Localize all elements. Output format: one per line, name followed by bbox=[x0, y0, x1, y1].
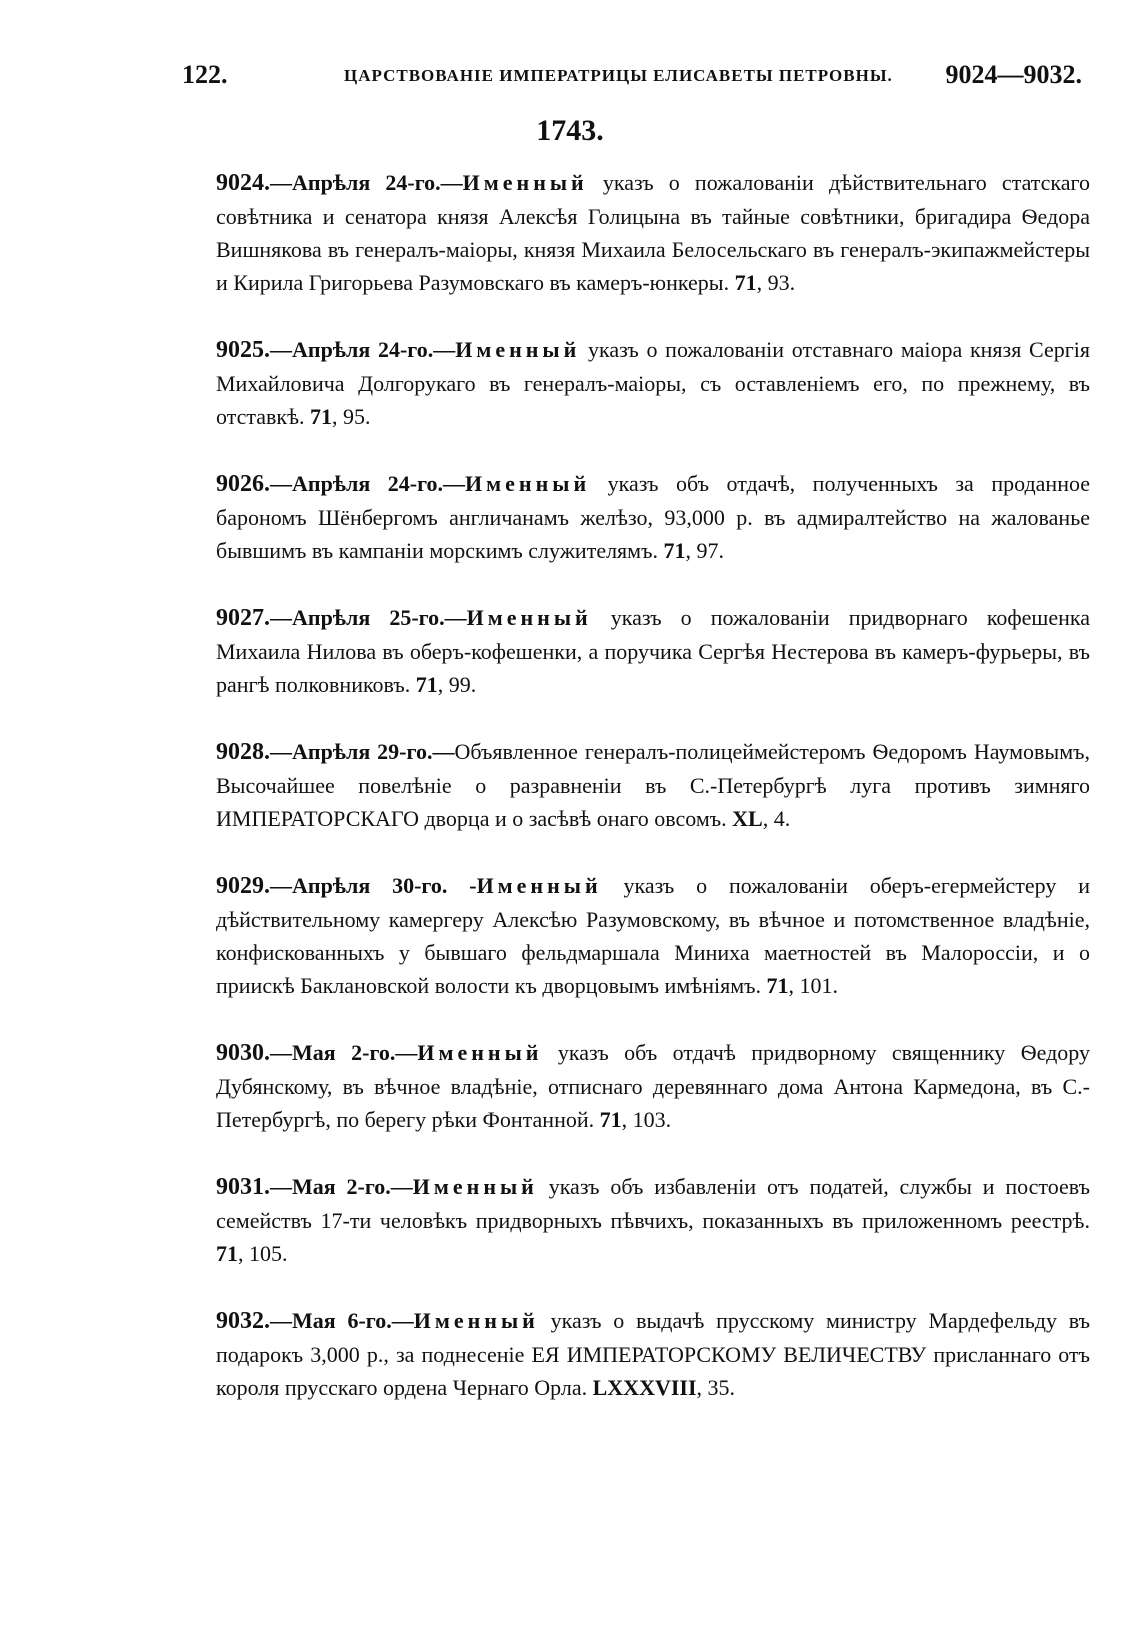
entry-ref-page: , 103. bbox=[621, 1107, 672, 1132]
entry-ref-page: , 95. bbox=[332, 404, 371, 429]
year-heading: 1743. bbox=[536, 114, 604, 147]
entry-ref-volume: LXXXVIII bbox=[592, 1375, 697, 1400]
entry bbox=[216, 869, 1090, 1002]
entry-ref-volume: 71 bbox=[216, 1241, 238, 1266]
entry-date: —Апрѣля 25-го.— bbox=[270, 605, 467, 630]
entry-doc-type: Именный bbox=[412, 1174, 538, 1199]
entry-ref-page: , 35. bbox=[696, 1375, 736, 1400]
entry-number: 9025. bbox=[216, 337, 270, 363]
entry bbox=[216, 601, 1090, 701]
entry-text: указъ о пожалованіи оберъ-егермейстеру и дѣйствительному камергеру Алексѣю Разумовскому, въ вѣчное и потомственное владѣніе, конфискованныхъ у бывшаго фельдмаршала Миниха маетностей въ Малороссіи, и о приискѣ Баклановской волости къ дворцовымъ имѣніямъ. bbox=[216, 873, 1090, 998]
entry-number: 9027. bbox=[216, 605, 270, 631]
entry-doc-type: Именный bbox=[417, 1040, 543, 1065]
entry-doc-type: Именный bbox=[466, 605, 592, 630]
entry-doc-type: Именный bbox=[465, 471, 591, 496]
entry bbox=[216, 333, 1090, 433]
entry-range: 9024—9032. bbox=[945, 60, 1082, 89]
entry-date: —Мая 2-го.— bbox=[270, 1040, 418, 1065]
entry-number: 9028. bbox=[216, 739, 270, 765]
entry-number: 9026. bbox=[216, 471, 270, 497]
entry-text: указъ о выдачѣ прусскому министру Мардефельду въ подарокъ 3,000 р., за поднесеніе ЕЯ ИМПЕРАТОРСКОМУ ВЕЛИЧЕСТВУ присланнаго отъ короля прусскаго ордена Чернаго Орла. bbox=[216, 1308, 1090, 1400]
entry-ref-page: , 4. bbox=[762, 806, 791, 831]
entry-date: —Апрѣля 24-го.— bbox=[270, 471, 466, 496]
entries-list bbox=[216, 166, 1090, 1438]
entry-date: —Апрѣля 29-го.— bbox=[270, 739, 455, 764]
entry bbox=[216, 1170, 1090, 1270]
entry bbox=[216, 1036, 1090, 1136]
entry-text: указъ объ отдачѣ придворному священнику Ѳедору Дубянскому, въ вѣчное владѣніе, отписнаго деревяннаго дома Антона Кармедона, въ С.-Петербургѣ, по берегу рѣки Фонтанной. bbox=[216, 1040, 1091, 1132]
entry-ref-page: , 101. bbox=[788, 973, 838, 998]
entry-doc-type: Именный bbox=[476, 873, 602, 898]
entry-ref-volume: 71 bbox=[310, 404, 333, 429]
entry-ref-volume: 71 bbox=[415, 672, 438, 697]
entry-text: указъ объ избавленіи отъ податей, службы и постоевъ семействъ 17-ти человѣкъ придворныхъ пѣвчихъ, показанныхъ въ приложенномъ реестрѣ. bbox=[216, 1174, 1091, 1233]
page-header bbox=[182, 60, 1082, 92]
entry-ref-page: , 93. bbox=[756, 270, 796, 295]
entry-date: —Мая 2-го.— bbox=[270, 1174, 413, 1199]
entry bbox=[216, 735, 1090, 835]
entry-date: —Апрѣля 30-го. - bbox=[270, 873, 477, 898]
entry-number: 9024. bbox=[216, 170, 270, 196]
entry-ref-volume: XL bbox=[732, 806, 763, 831]
entry-date: —Апрѣля 24-го.— bbox=[270, 337, 456, 362]
entry-ref-volume: 71 bbox=[663, 538, 686, 563]
entry-number: 9031. bbox=[216, 1174, 270, 1200]
entry-ref-volume: 71 bbox=[734, 270, 757, 295]
entry-text: указъ о пожалованіи придворнаго кофешенка Михаила Нилова въ оберъ-кофешенки, а поручика Сергѣя Нестерова въ камеръ-фурьеры, въ рангѣ полковниковъ. bbox=[216, 605, 1091, 697]
entry-ref-volume: 71 bbox=[766, 973, 789, 998]
running-title: ЦАРСТВОВАНІЕ ИМПЕРАТРИЦЫ ЕЛИСАВЕТЫ ПЕТРОВНЫ. bbox=[344, 66, 893, 85]
entry-ref-volume: 71 bbox=[599, 1107, 622, 1132]
entry bbox=[216, 1304, 1090, 1404]
entry-number: 9030. bbox=[216, 1040, 270, 1066]
entry-ref-page: , 99. bbox=[437, 672, 477, 697]
entry-doc-type: Именный bbox=[455, 337, 581, 362]
entry-doc-type: Именный bbox=[413, 1308, 539, 1333]
entry bbox=[216, 467, 1090, 567]
entry bbox=[216, 166, 1090, 299]
entry-ref-page: , 97. bbox=[685, 538, 724, 563]
entry-text: указъ о пожалованіи дѣйствительнаго статскаго совѣтника и сенатора князя Алексѣя Голицына въ тайные совѣтники, бригадира Ѳедора Вишнякова въ генералъ-маіоры, князя Михаила Белосельскаго въ генералъ-экипажмейстеры и Кирила Григорьева Разумовскаго въ камеръ-юнкеры. bbox=[216, 170, 1091, 295]
entry-text: Объявленное генералъ-полицеймейстеромъ Ѳедоромъ Наумовымъ, Высочайшее повелѣніе о разравненіи въ С.-Петербургѣ луга противъ зимняго ИМПЕРАТОРСКАГО дворца и о засѣвѣ онаго овсомъ. bbox=[216, 739, 1090, 831]
page-number: 122. bbox=[182, 60, 228, 89]
entry-text: указъ объ отдачѣ, полученныхъ за проданное барономъ Шёнбергомъ англичанамъ желѣзо, 93,000 р. въ адмиралтейство на жалованье бывшимъ въ кампаніи морскимъ служителямъ. bbox=[216, 471, 1091, 563]
entry-number: 9032. bbox=[216, 1308, 270, 1334]
entry-text: указъ о пожалованіи отставнаго маіора князя Сергія Михайловича Долгорукаго въ генералъ-маіоры, съ оставленіемъ его, по прежнему, въ отставкѣ. bbox=[216, 337, 1091, 429]
entry-doc-type: Именный bbox=[462, 170, 588, 195]
entry-ref-page: , 105. bbox=[238, 1241, 288, 1266]
entry-date: —Мая 6-го.— bbox=[270, 1308, 414, 1333]
entry-number: 9029. bbox=[216, 873, 270, 899]
entry-date: —Апрѣля 24-го.— bbox=[270, 170, 463, 195]
